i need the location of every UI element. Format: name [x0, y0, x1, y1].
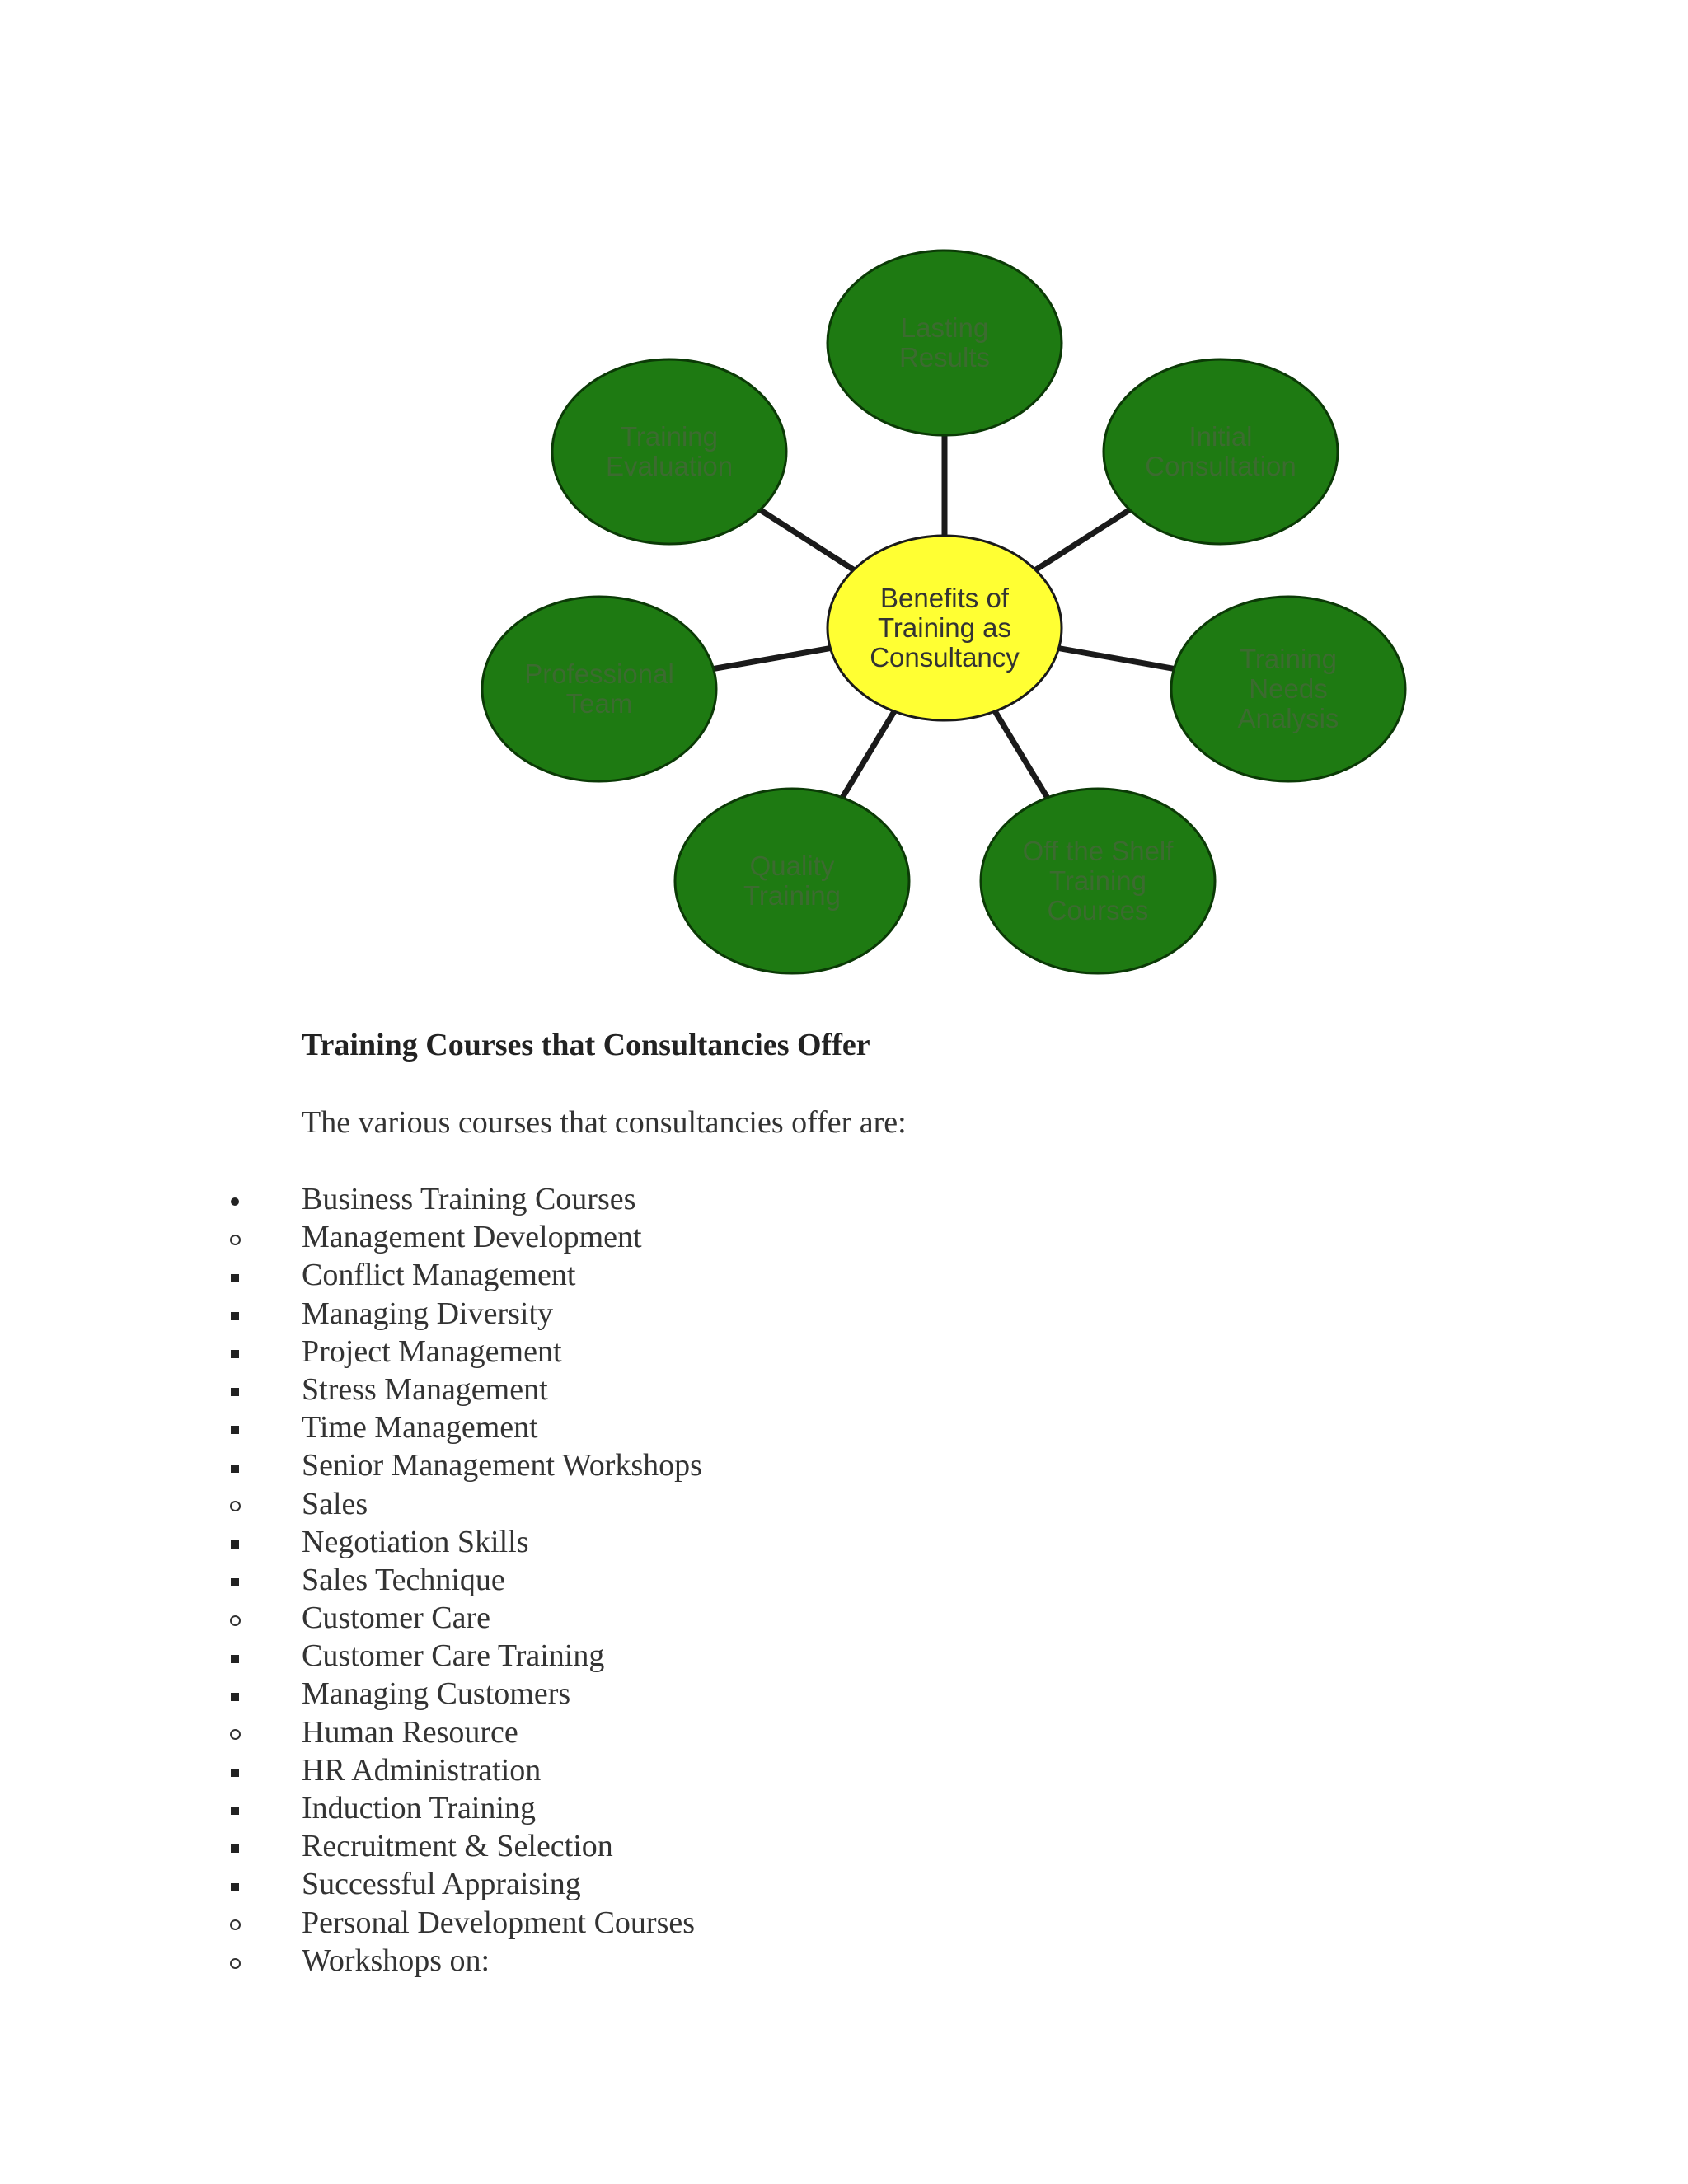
square-bullet-icon	[223, 1256, 247, 1294]
circle-bullet-icon	[223, 1942, 247, 1980]
square-bullet-icon	[223, 1295, 247, 1333]
node-quality-training	[675, 789, 909, 973]
node-label-line: Initial	[1189, 421, 1253, 452]
node-lasting-results	[828, 251, 1062, 435]
list-item-text: Induction Training	[302, 1791, 536, 1825]
node-label-line: Analysis	[1237, 703, 1339, 733]
list-item-text: Negotiation Skills	[302, 1524, 529, 1559]
circle-bullet-icon	[223, 1904, 247, 1942]
list-item-text: Conflict Management	[302, 1258, 576, 1293]
list-item-text: Managing Diversity	[302, 1296, 554, 1331]
list-item-text: Customer Care	[302, 1601, 491, 1636]
node-label-line: Lasting	[900, 312, 989, 343]
list-item-text: Recruitment & Selection	[302, 1829, 613, 1864]
diagram-center-node	[828, 536, 1062, 720]
node-label-line: Benefits of	[880, 583, 1009, 613]
square-bullet-icon	[223, 1865, 247, 1903]
node-label-line: Team	[565, 688, 633, 719]
square-bullet-icon	[223, 1675, 247, 1713]
list-item-text: Management Development	[302, 1220, 642, 1255]
node-label-line: Consultancy	[870, 642, 1020, 673]
benefits-diagram	[0, 0, 1688, 1014]
node-label-line: Consultation	[1145, 451, 1296, 481]
node-training-needs-analysis	[1171, 597, 1405, 781]
section-heading: Training Courses that Consultancies Offer	[302, 1028, 870, 1062]
disc-bullet-icon	[223, 1180, 247, 1218]
list-item-text: Project Management	[302, 1333, 562, 1369]
node-off-the-shelf	[981, 789, 1215, 973]
list-item-text: Sales Technique	[302, 1562, 505, 1597]
square-bullet-icon	[223, 1446, 247, 1484]
circle-bullet-icon	[223, 1713, 247, 1751]
list-item-text: Personal Development Courses	[302, 1905, 696, 1940]
node-label-line: Results	[898, 342, 991, 373]
circle-bullet-icon	[223, 1599, 247, 1637]
square-bullet-icon	[223, 1637, 247, 1675]
list-item-text: Time Management	[302, 1410, 538, 1446]
square-bullet-icon	[223, 1827, 247, 1865]
node-label-line: Training	[1240, 644, 1337, 674]
node-label-line: Needs	[1249, 673, 1328, 704]
square-bullet-icon	[223, 1371, 247, 1408]
square-bullet-icon	[223, 1408, 247, 1446]
node-label-line: Courses	[1047, 895, 1149, 926]
node-label-line: Training	[743, 880, 841, 911]
circle-bullet-icon	[223, 1485, 247, 1523]
node-training-evaluation	[552, 359, 786, 544]
node-initial-consultation	[1104, 359, 1338, 544]
list-item-text: Stress Management	[302, 1371, 548, 1407]
intro-paragraph: The various courses that consultancies offer are:	[302, 1105, 907, 1140]
node-label-line: Quality	[749, 851, 835, 881]
circle-bullet-icon	[223, 1218, 247, 1256]
square-bullet-icon	[223, 1523, 247, 1561]
list-item-text: HR Administration	[302, 1752, 542, 1788]
node-label-line: Evaluation	[605, 451, 734, 481]
square-bullet-icon	[223, 1789, 247, 1827]
list-item-text: Successful Appraising	[302, 1867, 581, 1902]
list-item-text: Sales	[302, 1486, 368, 1521]
list-item-text: Senior Management Workshops	[302, 1448, 702, 1483]
list-item-text: Business Training Courses	[302, 1182, 636, 1216]
node-label-line: Training as	[877, 612, 1012, 643]
node-label-line: Training	[1049, 865, 1146, 896]
list-item-text: Human Resource	[302, 1714, 518, 1750]
list-item-text: Managing Customers	[302, 1676, 571, 1712]
square-bullet-icon	[223, 1751, 247, 1789]
node-professional-team	[482, 597, 716, 781]
node-label-line: Off the Shelf	[1022, 836, 1174, 866]
list-item-text: Workshops on:	[302, 1943, 490, 1978]
node-label-line: Professional	[524, 658, 674, 689]
square-bullet-icon	[223, 1561, 247, 1599]
list-item-text: Customer Care Training	[302, 1638, 605, 1674]
node-label-line: Training	[621, 421, 718, 452]
square-bullet-icon	[223, 1333, 247, 1371]
